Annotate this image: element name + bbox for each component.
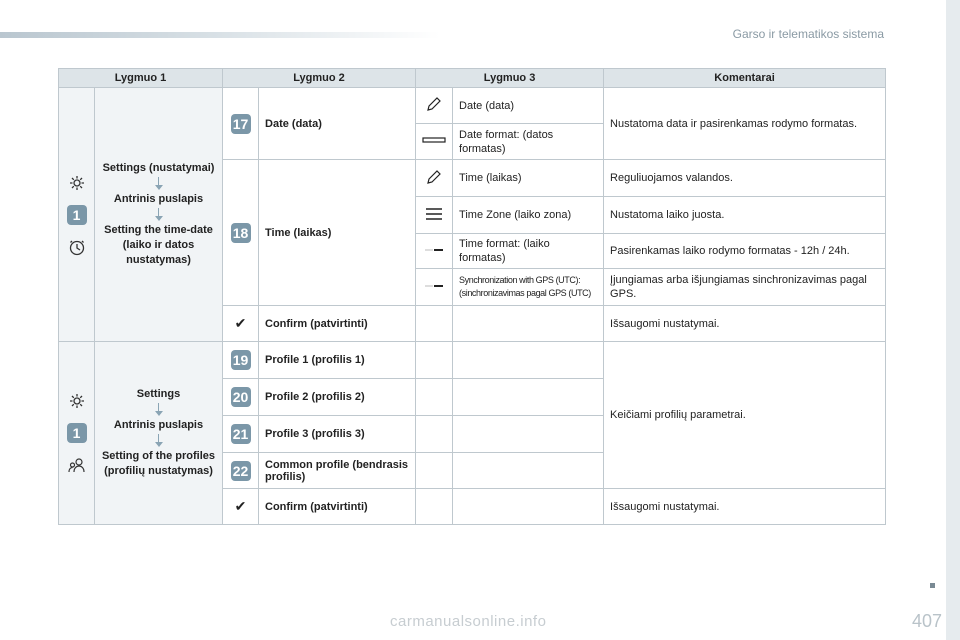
empty-cell: [453, 306, 604, 342]
icon-cell: [416, 234, 453, 269]
badge-cell: [223, 342, 259, 379]
step-badge: 1: [67, 205, 87, 225]
empty-cell: [453, 489, 604, 525]
check-cell: [223, 489, 259, 525]
level2-confirm-label: Confirm (patvirtinti): [259, 306, 416, 342]
badge-cell: [223, 416, 259, 453]
page-edge-strip: [946, 0, 960, 640]
level1-icons-cell: [59, 342, 95, 525]
empty-cell: [416, 306, 453, 342]
level1-settings-label: Settings: [136, 388, 181, 400]
level1-path-cell: [95, 342, 223, 525]
toggle-line-icon: [423, 245, 445, 255]
empty-cell: [416, 489, 453, 525]
comment-confirm: Išsaugomi nustatymai.: [604, 489, 886, 525]
badge-cell: [223, 453, 259, 489]
table-row: [59, 342, 886, 379]
settings-table: [58, 68, 886, 525]
level2-common-profile-label: Common profile (bendrasis profilis): [259, 453, 416, 489]
icon-cell: [416, 269, 453, 306]
comment-time-zone: Nustatoma laiko juosta.: [604, 197, 886, 234]
icon-cell: [416, 124, 453, 160]
level2-date-label: Date (data): [259, 88, 416, 160]
icon-cell: [416, 160, 453, 197]
page-number: 407: [911, 611, 942, 631]
page-marker: [930, 583, 935, 588]
step-badge: 18: [231, 223, 251, 243]
empty-cell: [453, 379, 604, 416]
section-title: Garso ir telematikos sistema: [732, 27, 884, 41]
level1-secondary-page-label: Antrinis puslapis: [113, 419, 204, 431]
level1-secondary-page-label: Antrinis puslapis: [113, 193, 204, 205]
col-header-comments: Komentarai: [604, 69, 886, 88]
arrow-down-icon: [154, 403, 164, 417]
pencil-icon: [425, 95, 443, 113]
level2-time-label: Time (laikas): [259, 160, 416, 306]
header-accent-bar: [0, 32, 440, 38]
empty-cell: [416, 416, 453, 453]
level3-time-label: Time (laikas): [453, 160, 604, 197]
settings-icon: [68, 392, 86, 410]
step-badge: 21: [231, 424, 251, 444]
col-header-level3: Lygmuo 3: [416, 69, 604, 88]
level2-profile2-label: Profile 2 (profilis 2): [259, 379, 416, 416]
empty-cell: [416, 453, 453, 489]
comment-date: Nustatoma data ir pasirenkamas rodymo formatas.: [604, 88, 886, 160]
toggle-line-icon: [423, 281, 445, 291]
check-cell: [223, 306, 259, 342]
settings-icon: [68, 174, 86, 192]
empty-cell: [453, 416, 604, 453]
clock-icon: [68, 238, 86, 256]
arrow-down-icon: [154, 208, 164, 222]
step-badge: 22: [231, 461, 251, 481]
comment-gps-sync: Įjungiamas arba išjungiamas sinchronizavimas pagal GPS.: [604, 269, 886, 306]
col-header-level2: Lygmuo 2: [223, 69, 416, 88]
level1-time-date-label: Setting the time-date (laiko ir datos nustatymas): [104, 224, 213, 266]
level2-confirm-label: Confirm (patvirtinti): [259, 489, 416, 525]
empty-cell: [453, 453, 604, 489]
checkmark-icon: ✔: [234, 315, 247, 331]
level2-profile1-label: Profile 1 (profilis 1): [259, 342, 416, 379]
step-badge: 17: [231, 114, 251, 134]
level3-date-format-label: Date format: (datos formatas): [453, 124, 604, 160]
level2-profile3-label: Profile 3 (profilis 3): [259, 416, 416, 453]
level3-date-label: Date (data): [453, 88, 604, 124]
format-bar-icon: [422, 135, 446, 145]
empty-cell: [416, 342, 453, 379]
badge-cell: [223, 379, 259, 416]
step-badge: 1: [67, 423, 87, 443]
profile-icon: [68, 456, 86, 474]
comment-time-format: Pasirenkamas laiko rodymo formatas - 12h / 24h.: [604, 234, 886, 269]
level3-gps-sync-label: Synchronization with GPS (UTC): (sinchronizavimas pagal GPS (UTC): [453, 269, 604, 306]
step-badge: 19: [231, 350, 251, 370]
comment-profiles: Keičiami profilių parametrai.: [604, 342, 886, 489]
comment-confirm: Išsaugomi nustatymai.: [604, 306, 886, 342]
arrow-down-icon: [154, 434, 164, 448]
icon-cell: [416, 88, 453, 124]
list-icon: [424, 206, 444, 222]
arrow-down-icon: [154, 177, 164, 191]
step-badge: 20: [231, 387, 251, 407]
watermark: carmanualsonline.info: [390, 613, 547, 630]
checkmark-icon: ✔: [234, 498, 247, 514]
pencil-icon: [425, 168, 443, 186]
badge-cell: [223, 160, 259, 306]
empty-cell: [416, 379, 453, 416]
level3-time-zone-label: Time Zone (laiko zona): [453, 197, 604, 234]
table-header-row: [59, 69, 886, 88]
table-row: [59, 88, 886, 124]
level1-path-cell: [95, 88, 223, 342]
badge-cell: [223, 88, 259, 160]
level1-icons-cell: [59, 88, 95, 342]
level3-time-format-label: Time format: (laiko formatas): [453, 234, 604, 269]
comment-time: Reguliuojamos valandos.: [604, 160, 886, 197]
col-header-level1: Lygmuo 1: [59, 69, 223, 88]
level1-profiles-label: Setting of the profiles (profilių nustatymas): [101, 450, 216, 477]
level1-settings-label: Settings (nustatymai): [102, 162, 215, 174]
icon-cell: [416, 197, 453, 234]
empty-cell: [453, 342, 604, 379]
